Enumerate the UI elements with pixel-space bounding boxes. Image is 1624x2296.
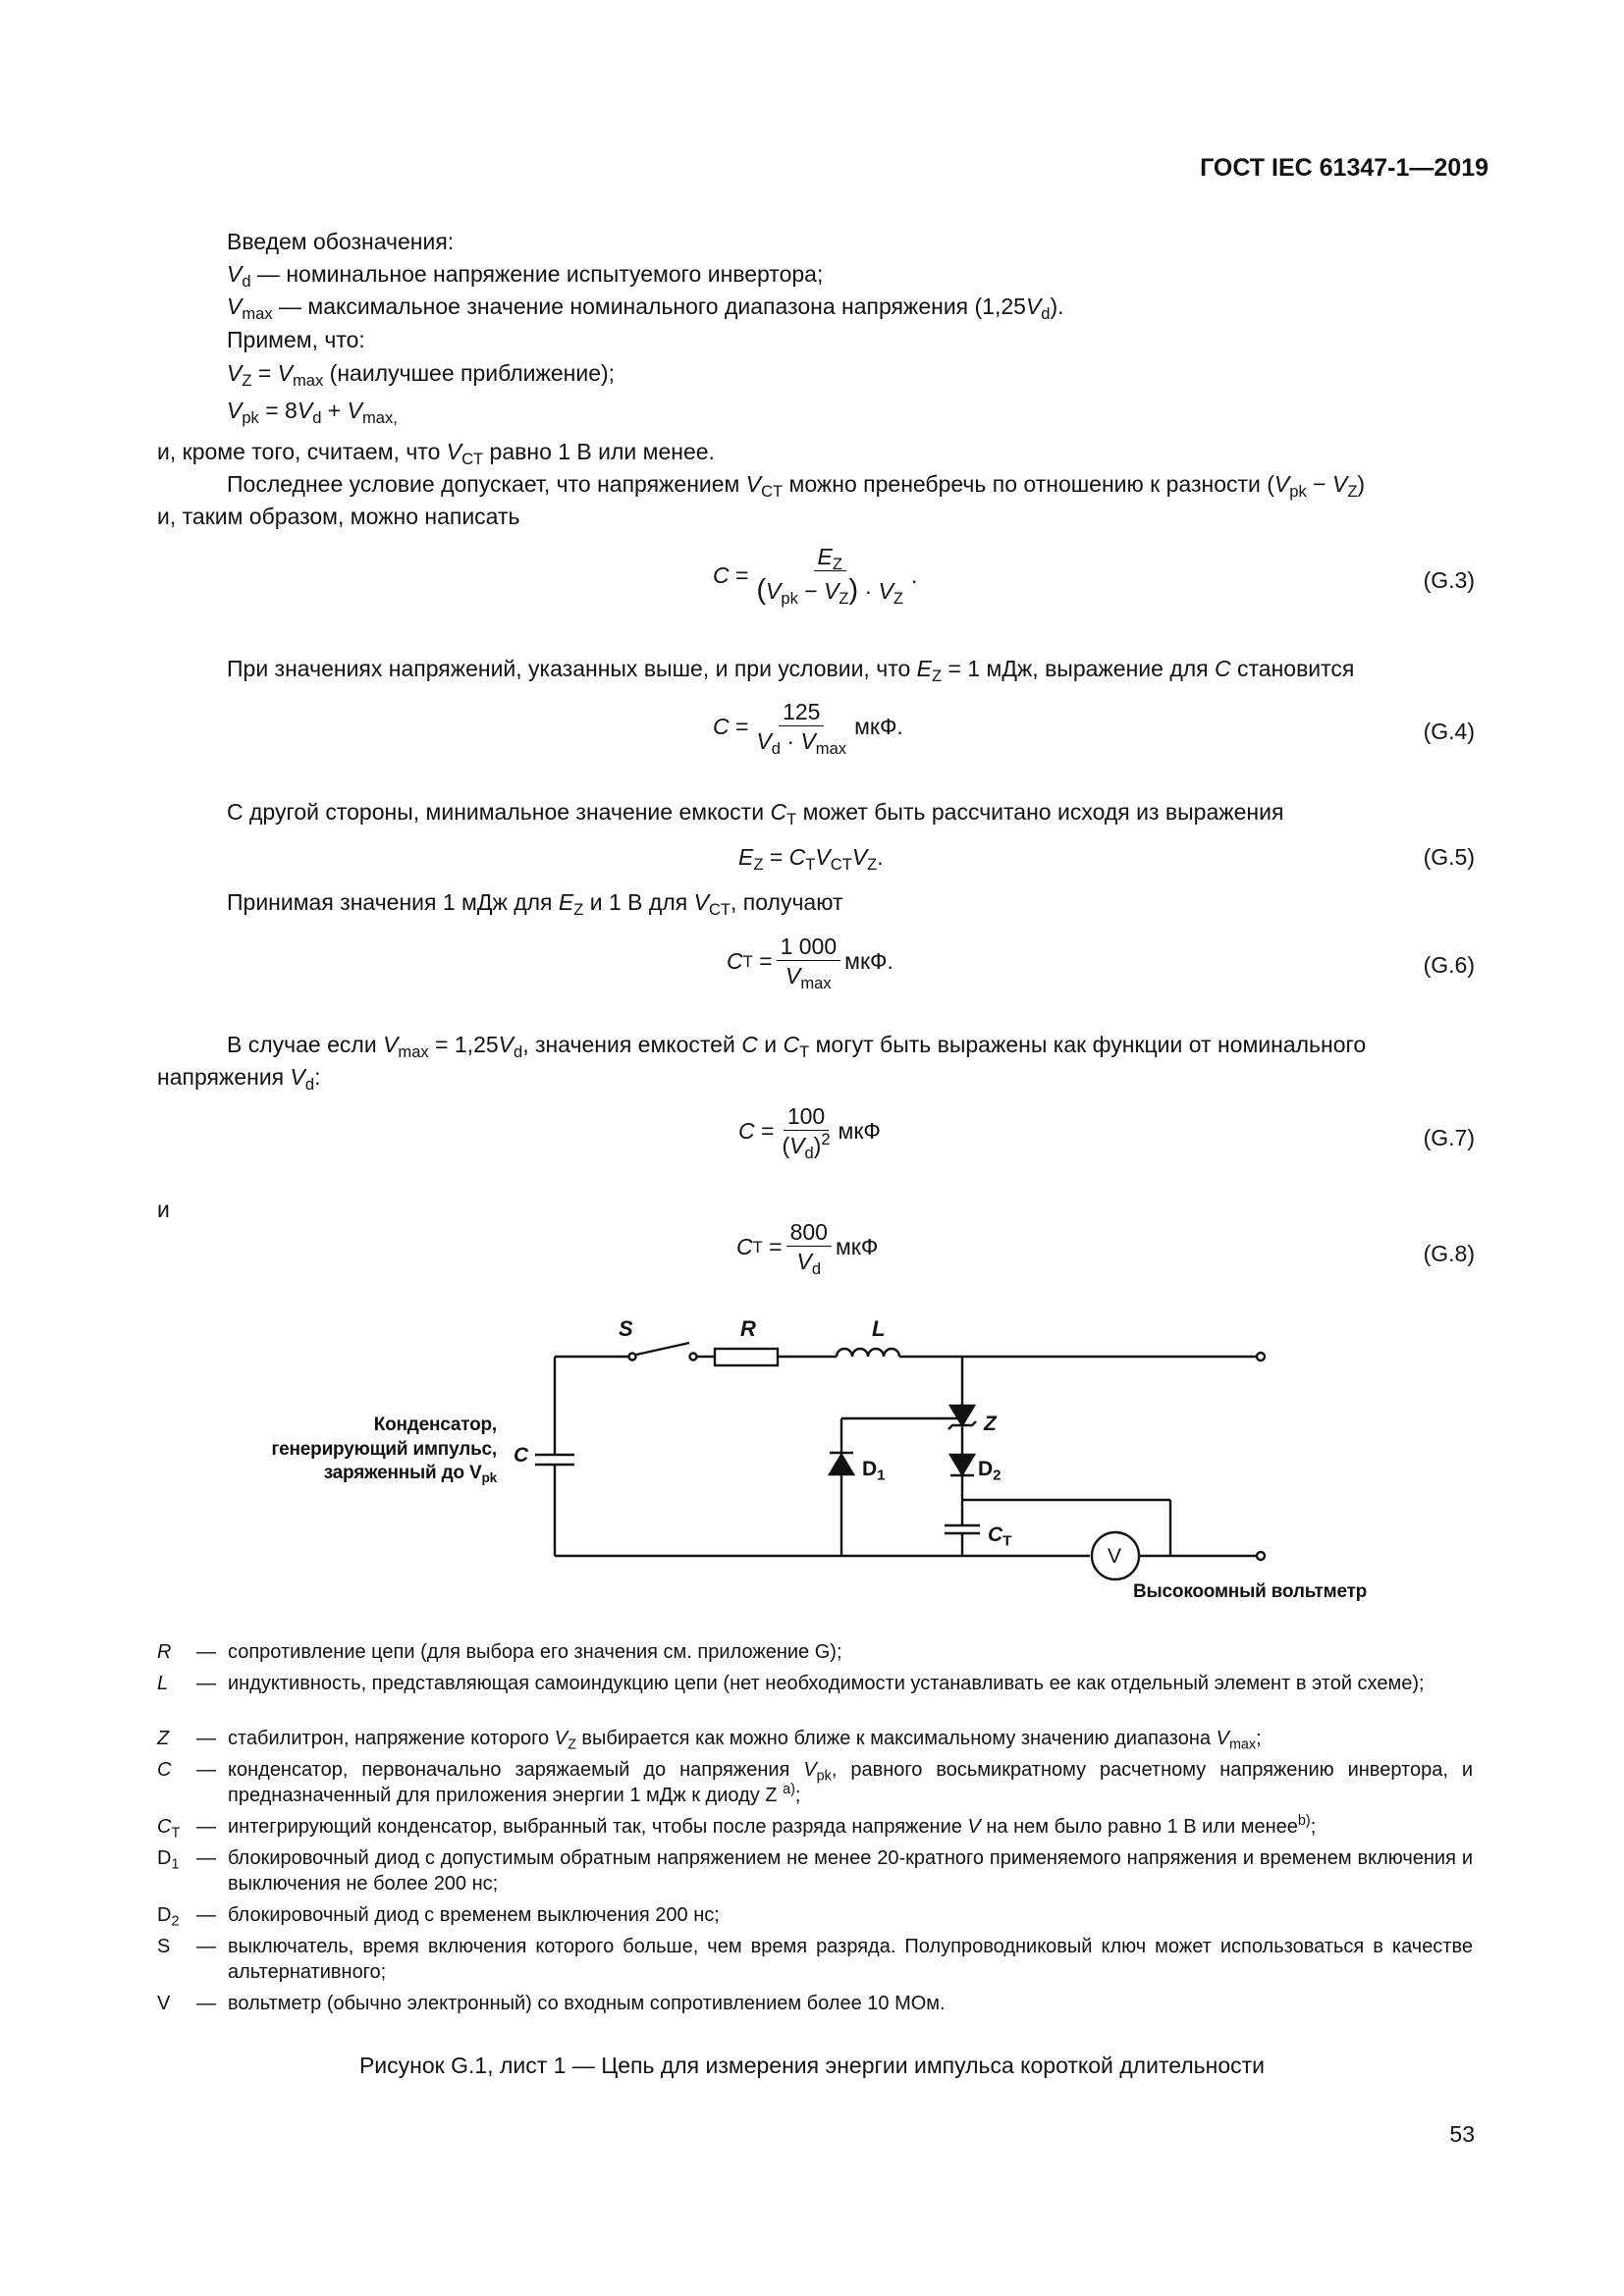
vct-condition: и, кроме того, считаем, что $V_{CT}$ равно 1 В или менее. — [157, 439, 715, 468]
intro-text: Введем обозначения: — [227, 229, 455, 254]
label-d2: $D_2$ — [978, 1458, 1001, 1484]
circuit-diagram — [0, 1315, 1624, 1629]
figure-caption: Рисунок G.1, лист 1 — Цепь для измерения энергии импульса короткой длительности — [358, 2053, 1266, 2078]
thus-text: и, таким образом, можно написать — [157, 504, 520, 529]
equation-g3: C = $\frac{E_Z}{(V_{pk} - V_Z) \cdot V_Z}$ . — [713, 544, 918, 609]
equation-number-g8: (G.8) — [1423, 1241, 1475, 1266]
capacitor-caption: Конденсатор, генерирующий импульс, заряженный до $V_{pk}$ — [271, 1415, 497, 1486]
switch-blade — [636, 1343, 689, 1355]
switch-contact-right — [690, 1354, 697, 1361]
inductor-l — [837, 1349, 899, 1357]
g7-intro: В случае если $V_{max} = 1,25V_d$, значения емкостей C и $C_T$ могут быть выражены как функции от номинального — [227, 1032, 1367, 1061]
label-voltmeter-symbol: V — [1108, 1545, 1122, 1568]
equation-number-g3: (G.3) — [1423, 567, 1475, 593]
equation-g5: $E_Z = C_TV_{CT}V_Z$. — [738, 844, 884, 874]
label-c: C — [514, 1444, 529, 1467]
document-header: ГОСТ IEC 61347-1—2019 — [1200, 154, 1489, 182]
equation-number-g5: (G.5) — [1423, 844, 1475, 870]
equation-g4: C = $\frac{125}{V_d \cdot V_{max}}$ мкФ. — [713, 699, 903, 759]
equation-number-g4: (G.4) — [1423, 719, 1475, 744]
equation-g7: C = $\frac{100}{(V_d)^2}$ мкФ — [738, 1103, 881, 1163]
diode-d1 — [830, 1455, 853, 1474]
output-terminal-bottom — [1257, 1552, 1265, 1560]
label-z: Z — [984, 1413, 997, 1435]
and-text: и — [157, 1197, 170, 1222]
g7-intro-line2: напряжения $V_d$: — [157, 1064, 321, 1094]
vz-equation: $V_Z = V_{max}$ (наилучшее приближение); — [227, 360, 616, 390]
vd-definition: $V_d$ — номинальное напряжение испытуемого инвертора; — [227, 261, 824, 291]
equation-number-g6: (G.6) — [1423, 952, 1475, 978]
g6-intro: Принимая значения 1 мДж для $E_Z$ и 1 В для $V_{CT}$, получают — [227, 889, 843, 919]
voltmeter-caption: Высокоомный вольтметр — [1133, 1581, 1368, 1602]
equation-g6: C T = $\frac{1 000}{V_{max}}$ мкФ. — [727, 934, 893, 993]
assume-text: Примем, что: — [227, 327, 365, 352]
resistor-r — [715, 1349, 778, 1365]
vpk-equation: $V_{pk} = 8V_d + V_{max,}$ — [227, 398, 398, 427]
last-condition: Последнее условие допускает, что напряжением $V_{CT}$ можно пренебречь по отношению к разности $(V_{pk} - V_Z)$ — [227, 471, 1366, 501]
page-number: 53 — [1449, 2121, 1475, 2147]
equation-g8: C T = $\frac{800}{V_d}$ мкФ — [736, 1219, 879, 1279]
diode-d2 — [950, 1455, 974, 1474]
output-terminal-top — [1257, 1353, 1265, 1361]
label-r: R — [740, 1316, 756, 1341]
label-l: L — [872, 1316, 886, 1341]
zener-z — [950, 1406, 974, 1425]
g4-intro: При значениях напряжений, указанных выше, и при условии, что $E_Z = 1$ мДж, выражение для C становится — [227, 656, 1355, 685]
g5-intro: С другой стороны, минимальное значение емкости $C_T$ может быть рассчитано исходя из выражения — [227, 799, 1284, 828]
switch-contact-left — [629, 1354, 636, 1361]
label-s: S — [619, 1316, 633, 1341]
vmax-definition: $V_{max}$ — максимальное значение номинального диапазона напряжения $(1,25V_d)$. — [227, 294, 1064, 323]
equation-number-g7: (G.7) — [1423, 1125, 1475, 1150]
label-d1: $D_1$ — [862, 1458, 886, 1484]
label-ct: $C_T$ — [988, 1523, 1012, 1550]
